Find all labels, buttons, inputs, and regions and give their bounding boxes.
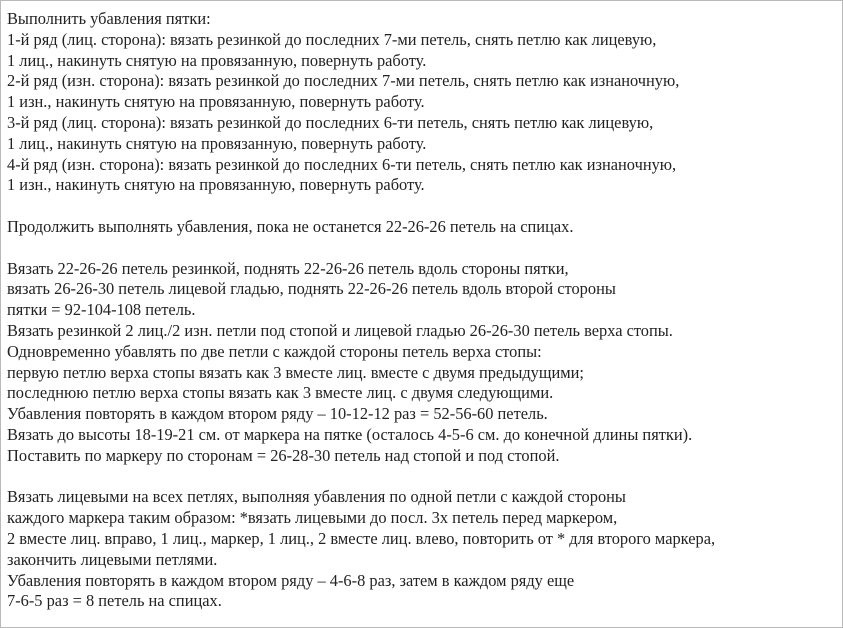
text-line: 1 лиц., накинуть снятую на провязанную, повернуть работу. [7, 133, 427, 153]
foot-section [7, 259, 841, 467]
text-line: Вязать до высоты 18-19-21 см. от маркера на пятке (осталось 4-5-6 см. до конечной длины пятки). [7, 424, 693, 444]
paragraph-gap [7, 196, 841, 217]
text-line: Убавления повторять в каждом втором ряду – 10-12-12 раз = 52-56-60 петель. [7, 404, 548, 424]
text-line: 2 вместе лиц. вправо, 1 лиц., маркер, 1 лиц., 2 вместе лиц. влево, повторить от * для второго маркера, [7, 528, 716, 548]
text-line: пятки = 92-104-108 петель. [7, 300, 196, 320]
text-line: 3-й ряд (лиц. сторона): вязать резинкой до последних 6-ти петель, снять петлю как лицевую, [7, 112, 654, 132]
instructions-document [7, 9, 841, 612]
text-line: Продолжить выполнять убавления, пока не останется 22-26-26 петель на спицах. [7, 216, 574, 236]
text-line: Одновременно убавлять по две петли с каждой стороны петель верха стопы: [7, 341, 542, 361]
paragraph-gap [7, 467, 841, 488]
heel-decreases-section [7, 9, 841, 196]
continue-decreases-section [7, 217, 841, 238]
text-line: Вязать резинкой 2 лиц./2 изн. петли под стопой и лицевой гладью 26-26-30 петель верха стопы. [7, 320, 673, 340]
text-line: 1 изн., накинуть снятую на провязанную, повернуть работу. [7, 175, 425, 195]
text-line: Выполнить убавления пятки: [7, 9, 211, 28]
text-line: последнюю петлю верха стопы вязать как 3 вместе лиц. с двумя следующими. [7, 383, 554, 403]
text-line: 7-6-5 раз = 8 петель на спицах. [7, 591, 222, 611]
text-line: Вязать лицевыми на всех петлях, выполняя убавления по одной петли с каждой стороны [7, 487, 626, 507]
text-line: 1 лиц., накинуть снятую на провязанную, повернуть работу. [7, 50, 427, 70]
text-line: вязать 26-26-30 петель лицевой гладью, поднять 22-26-26 петель вдоль второй стороны [7, 279, 616, 299]
text-line: Убавления повторять в каждом втором ряду – 4-6-8 раз, затем в каждом ряду еще [7, 570, 575, 590]
text-line: Вязать 22-26-26 петель резинкой, поднять 22-26-26 петель вдоль стороны пятки, [7, 258, 569, 278]
text-line: каждого маркера таким образом: *вязать лицевыми до посл. 3х петель перед маркером, [7, 508, 618, 528]
text-line: Поставить по маркеру по сторонам = 26-28-30 петель над стопой и под стопой. [7, 445, 560, 465]
toe-section [7, 487, 841, 612]
text-line: 1 изн., накинуть снятую на провязанную, повернуть работу. [7, 92, 425, 112]
text-line: 4-й ряд (изн. сторона): вязать резинкой до последних 6-ти петель, снять петлю как изнаночную, [7, 154, 677, 174]
text-line: первую петлю верха стопы вязать как 3 вместе лиц. вместе с двумя предыдущими; [7, 362, 584, 382]
paragraph-gap [7, 238, 841, 259]
text-line: закончить лицевыми петлями. [7, 549, 218, 569]
text-line: 1-й ряд (лиц. сторона): вязать резинкой до последних 7-ми петель, снять петлю как лицевую, [7, 29, 657, 49]
text-line: 2-й ряд (изн. сторона): вязать резинкой до последних 7-ми петель, снять петлю как изнаночную, [7, 71, 680, 91]
